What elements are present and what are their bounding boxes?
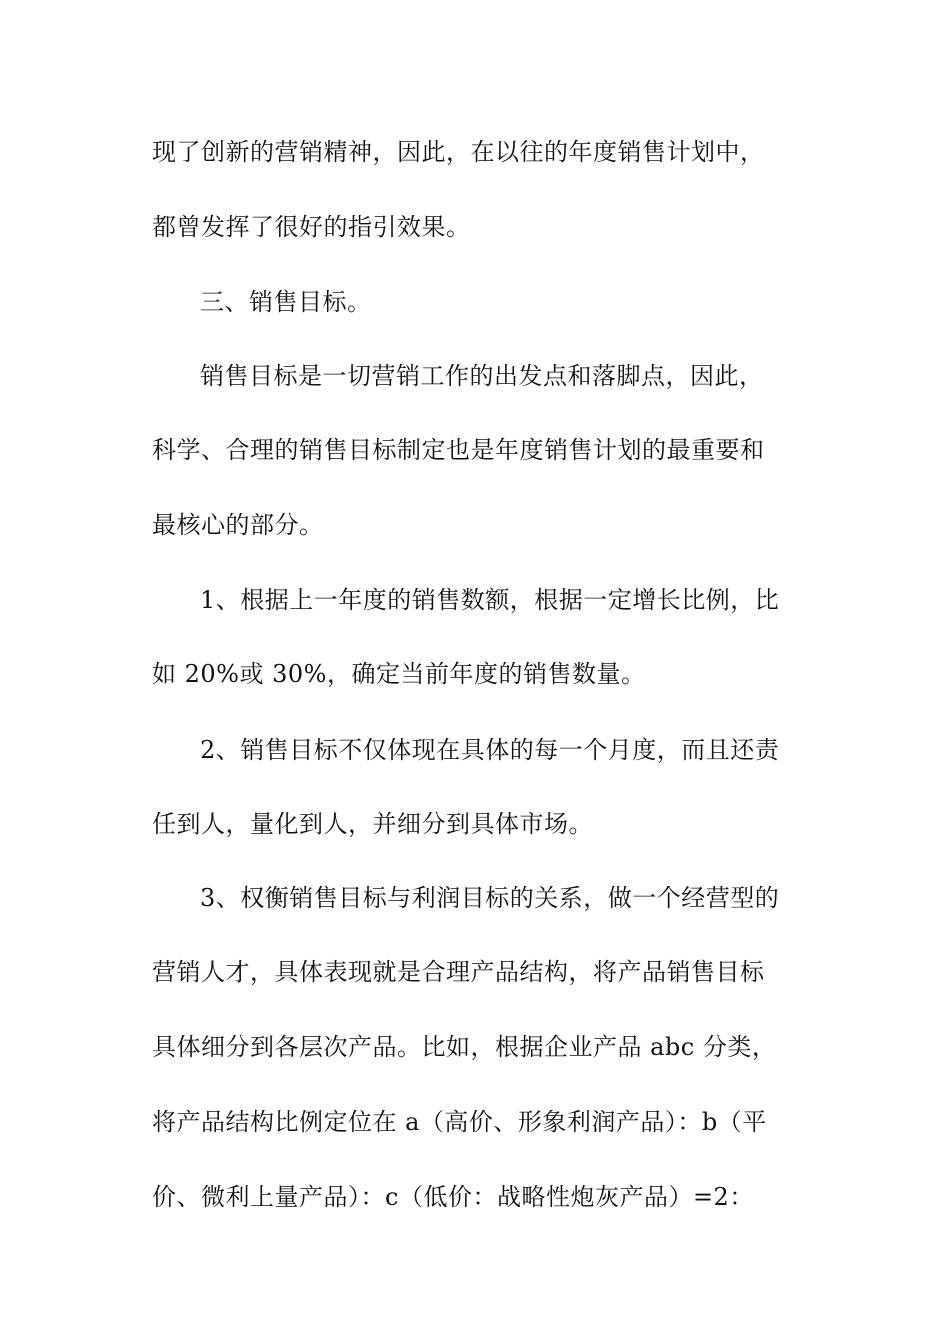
section-heading: 三、销售目标。 <box>200 288 372 316</box>
body-text-line: 销售目标是一切营销工作的出发点和落脚点，因此， <box>200 362 764 390</box>
list-item-text: 将产品结构比例定位在 a（高价、形象利润产品）：b（平 <box>152 1108 767 1136</box>
list-item-text: 任到人，量化到人，并细分到具体市场。 <box>152 810 593 838</box>
body-text-line: 现了创新的营销精神，因此，在以往的年度销售计划中， <box>152 138 765 166</box>
list-item-text: 如 20%或 30%，确定当前年度的销售数量。 <box>152 660 646 688</box>
body-text-line: 最核心的部分。 <box>152 511 324 539</box>
body-text-line: 科学、合理的销售目标制定也是年度销售计划的最重要和 <box>152 436 765 464</box>
list-item-text: 2、销售目标不仅体现在具体的每一个月度，而且还责 <box>200 736 780 764</box>
list-item-text: 1、根据上一年度的销售数额，根据一定增长比例，比 <box>200 586 780 614</box>
list-item-text: 价、微利上量产品）：c（低价：战略性炮灰产品）=2： <box>152 1183 754 1211</box>
list-item-text: 3、权衡销售目标与利润目标的关系，做一个经营型的 <box>200 884 780 912</box>
list-item-text: 具体细分到各层次产品。比如，根据企业产品 abc 分类， <box>152 1033 777 1061</box>
body-text-line: 都曾发挥了很好的指引效果。 <box>152 213 471 241</box>
list-item-text: 营销人才，具体表现就是合理产品结构，将产品销售目标 <box>152 958 765 986</box>
